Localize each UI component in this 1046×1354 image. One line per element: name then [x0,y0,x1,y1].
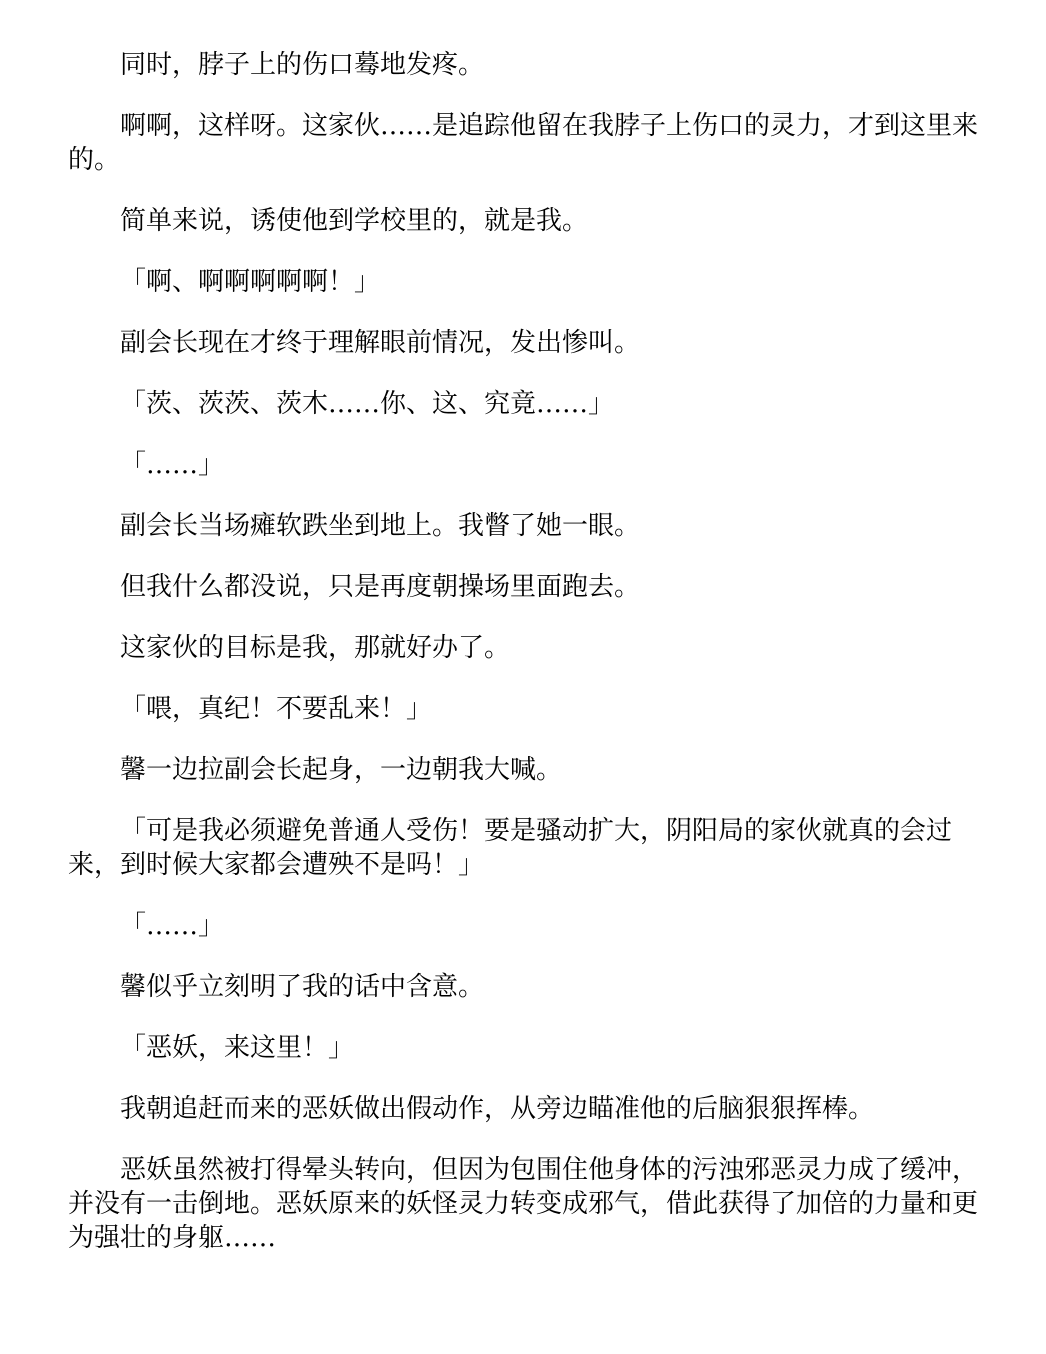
paragraph: 我朝追赶而来的恶妖做出假动作，从旁边瞄准他的后脑狠狠挥棒。 [120,1094,875,1124]
paragraph: 啊啊，这样呀。这家伙……是追踪他留在我脖子上伤口的灵力，才到这里来的。 [68,111,979,175]
dialogue-line: 「茨、茨茨、茨木……你、这、究竟……」 [120,389,615,419]
paragraph: 副会长当场瘫软跌坐到地上。我瞥了她一眼。 [120,511,641,541]
dialogue-line: 「恶妖，来这里！」 [120,1033,355,1063]
paragraph: 简单来说，诱使他到学校里的，就是我。 [120,206,589,236]
paragraph: 同时，脖子上的伤口蓦地发疼。 [120,50,485,80]
dialogue-line: 「喂，真纪！不要乱来！」 [120,694,433,724]
paragraph: 这家伙的目标是我，那就好办了。 [120,633,511,663]
dialogue-line: 「啊、啊啊啊啊啊！」 [120,267,381,297]
paragraph: 但我什么都没说，只是再度朝操场里面跑去。 [120,572,641,602]
dialogue-line: 「……」 [120,911,225,941]
paragraph: 副会长现在才终于理解眼前情况，发出惨叫。 [120,328,641,358]
paragraph: 馨似乎立刻明了我的话中含意。 [120,972,485,1002]
document-page [68,48,978,1282]
dialogue-line: 「……」 [120,450,225,480]
paragraph: 馨一边拉副会长起身，一边朝我大喊。 [120,755,563,785]
paragraph: 恶妖虽然被打得晕头转向，但因为包围住他身体的污浊邪恶灵力成了缓冲，并没有一击倒地。恶妖原来的妖怪灵力转变成邪气，借此获得了加倍的力量和更为强壮的身躯…… [68,1155,979,1253]
dialogue-line: 「可是我必须避免普通人受伤！要是骚动扩大，阴阳局的家伙就真的会过来，到时候大家都会遭殃不是吗！」 [68,816,953,880]
